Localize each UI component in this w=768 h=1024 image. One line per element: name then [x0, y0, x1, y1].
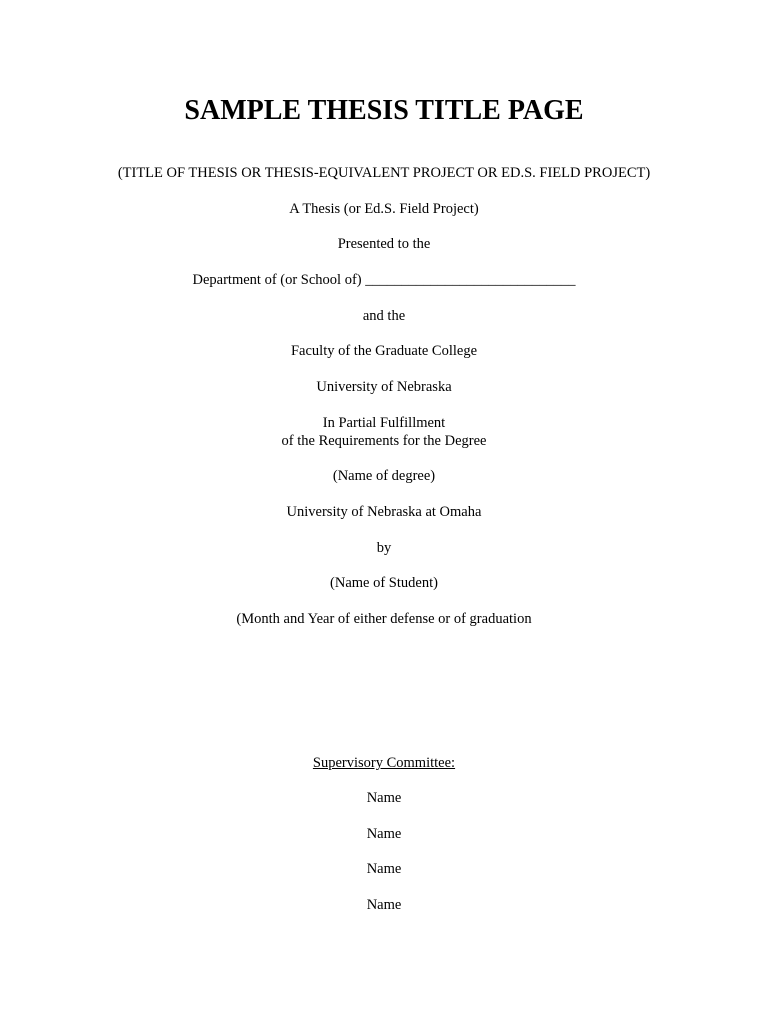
partial-fulfillment: In Partial Fulfillment	[322, 415, 446, 431]
committee-member: Name	[366, 861, 402, 877]
university-line: University of Nebraska	[316, 379, 452, 395]
committee-member: Name	[366, 897, 402, 913]
degree-requirements: of the Requirements for the Degree	[281, 433, 487, 449]
degree-name: (Name of degree)	[332, 468, 436, 484]
university-campus: University of Nebraska at Omaha	[286, 504, 482, 520]
by-line: by	[376, 540, 392, 556]
committee-member: Name	[366, 826, 402, 842]
thesis-title: (TITLE OF THESIS OR THESIS-EQUIVALENT PROJECT OR ED.S. FIELD PROJECT)	[117, 165, 651, 181]
date-line: (Month and Year of either defense or of graduation	[236, 611, 532, 627]
committee-heading: Supervisory Committee:	[312, 755, 456, 771]
thesis-type: A Thesis (or Ed.S. Field Project)	[289, 201, 479, 217]
department-line: Department of (or School of) _____________________________	[192, 272, 576, 288]
and-the: and the	[362, 308, 406, 324]
committee-member: Name	[366, 790, 402, 806]
page-heading: SAMPLE THESIS TITLE PAGE	[184, 95, 584, 126]
presented-to: Presented to the	[337, 236, 431, 252]
student-name: (Name of Student)	[330, 575, 438, 591]
faculty-line: Faculty of the Graduate College	[290, 343, 478, 359]
